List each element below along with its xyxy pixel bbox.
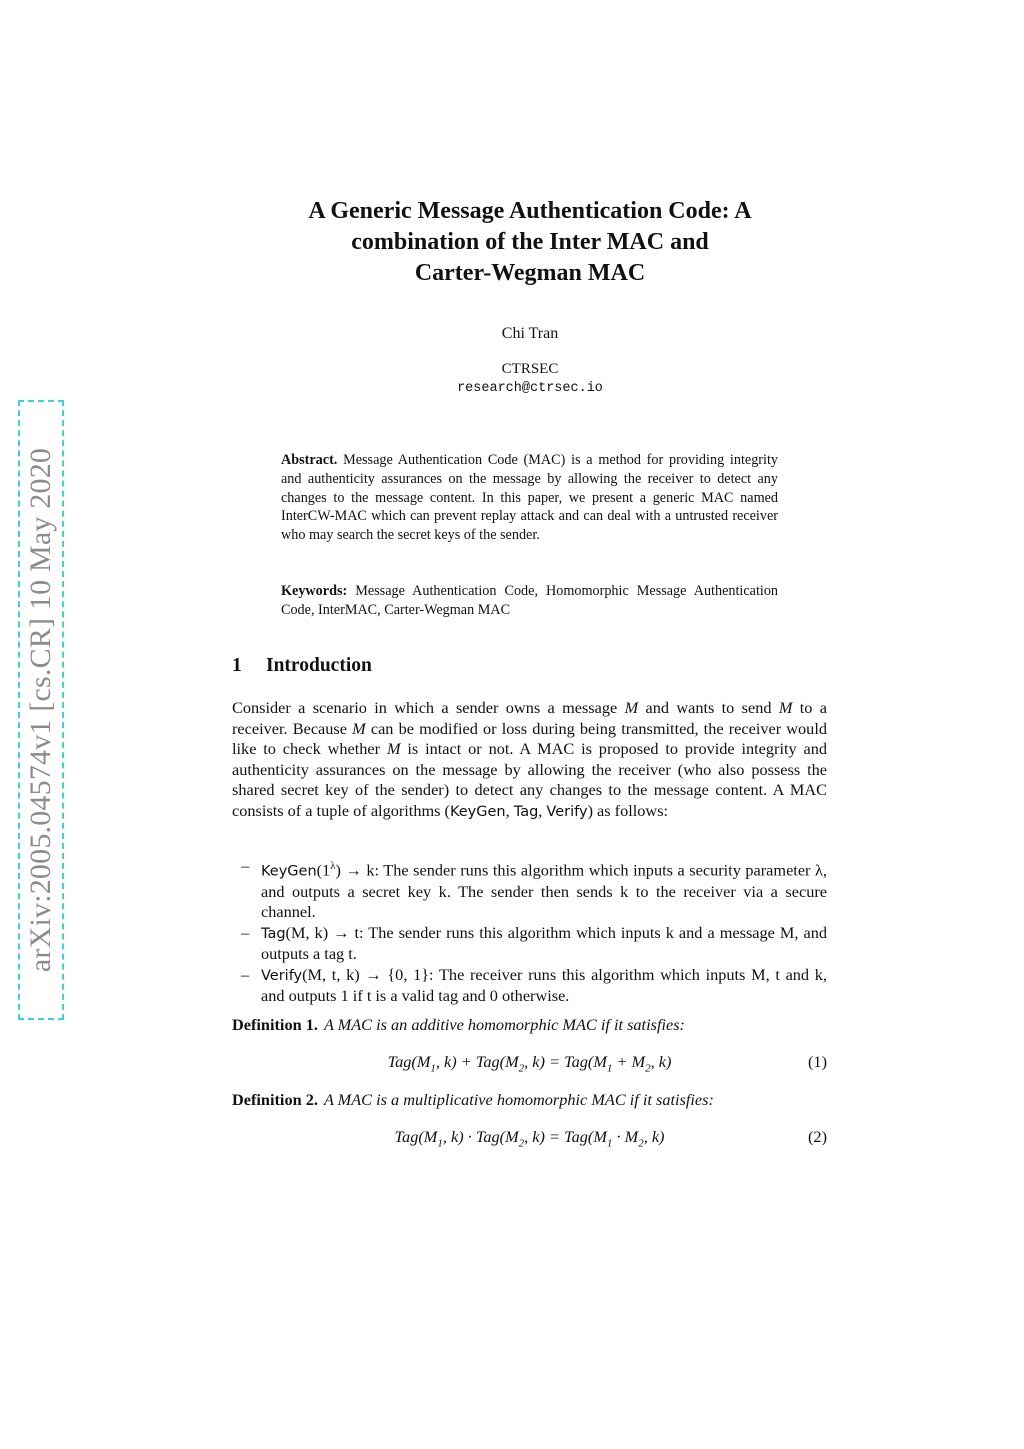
definition-label: Definition 1. — [232, 1015, 318, 1034]
list-dash: – — [241, 856, 250, 875]
text-run: , — [538, 800, 547, 820]
eq-part: , k) = Tag(M — [524, 1052, 607, 1071]
text-run: is intact or not. A MAC is proposed to provide integrity and authenticity assurances on the message by allowing the receiver (who also possess the shared secret key of the sender) to detect any changes to the message content. A MAC consists of a tuple of algorithms ( — [232, 739, 828, 820]
math-signature: (1 — [316, 860, 331, 880]
eq-sub: 1 — [606, 1137, 613, 1150]
algo-name: Verify — [261, 967, 303, 984]
keywords — [281, 582, 778, 620]
eq-sub: 2 — [518, 1137, 525, 1150]
math-signature: ) → k — [335, 860, 375, 880]
abstract — [281, 451, 778, 545]
title-line: Carter-Wegman MAC — [414, 260, 646, 286]
eq-sub: 2 — [645, 1062, 651, 1075]
section-heading — [232, 655, 372, 677]
math-symbol: M — [352, 718, 366, 738]
abstract-text: Message Authentication Code (MAC) is a method for providing integrity and authenticity assurances on the message by allowing the receiver to detect any changes to the message content. In this paper, we present a generic MAC named InterCW-MAC which can prevent replay attack and can deal with a untrusted receiver who may search the secret keys of the sender. — [281, 452, 778, 544]
text-run: and wants to send — [645, 698, 772, 717]
text-run: , — [505, 800, 514, 820]
arxiv-identifier: arXiv:2005.04574v1 [cs.CR] 10 May 2020 — [24, 447, 57, 973]
list-text: : The sender runs this algorithm which inputs a security parameter λ, and outputs a secret key k. The sender then sends k to the receiver via a secure channel. — [261, 860, 827, 922]
eq-sub: 1 — [606, 1062, 613, 1075]
algo-name: KeyGen — [449, 803, 506, 820]
list-text: : The sender runs this algorithm which inputs k and a message M, and outputs a tag t. — [261, 922, 827, 964]
eq-sub: 2 — [518, 1062, 525, 1075]
text-run: can be modified or loss during being transmitted, the receiver would like to check whether — [232, 718, 827, 758]
keywords-text: Message Authentication Code, Homomorphic Message Authentication Code, InterMAC, Carter-Wegman MAC — [281, 583, 779, 618]
text-run: Consider a scenario in which a sender owns a message — [232, 698, 618, 717]
title-line: combination of the Inter MAC and — [351, 229, 709, 255]
equation-body — [232, 1052, 827, 1074]
equation-number: (1) — [808, 1052, 827, 1071]
eq-part: , k) · Tag(M — [442, 1127, 519, 1146]
algo-name: Tag — [513, 803, 539, 820]
eq-part: Tag(M — [387, 1052, 431, 1071]
abstract-label: Abstract. — [281, 452, 338, 468]
author-affiliation: CTRSEC — [501, 361, 559, 377]
eq-sub: 2 — [638, 1137, 644, 1150]
equation-body — [232, 1127, 827, 1149]
eq-part: + M — [612, 1052, 646, 1071]
eq-part: , k) + Tag(M — [435, 1052, 519, 1071]
author-name: Chi Tran — [501, 325, 559, 342]
eq-part: , k) — [643, 1127, 665, 1146]
math-superscript: λ — [330, 860, 336, 872]
list-item — [232, 965, 827, 1007]
keywords-label: Keywords: — [281, 583, 348, 599]
section-title: Introduction — [266, 655, 372, 676]
algo-name: Verify — [546, 803, 588, 820]
math-symbol: M — [624, 698, 639, 717]
math-signature: (M, k) → t — [285, 922, 359, 942]
math-symbol: M — [778, 698, 793, 717]
algo-name: KeyGen — [261, 863, 317, 880]
list-dash: – — [241, 964, 250, 984]
eq-sub: 1 — [437, 1137, 443, 1150]
algorithm-list — [232, 856, 827, 1007]
title-line: A Generic Message Authentication Code: A — [308, 198, 752, 224]
algo-name: Tag — [261, 925, 286, 942]
paper-title — [230, 196, 830, 289]
list-text: : The receiver runs this algorithm which inputs M, t and k, and outputs 1 if t is a valid tag and 0 otherwise. — [261, 964, 827, 1006]
definition-2 — [232, 1090, 714, 1111]
math-signature: (M, t, k) → {0, 1} — [302, 964, 430, 984]
list-dash: – — [241, 922, 250, 942]
definition-text: A MAC is a multiplicative homomorphic MAC if it satisfies: — [323, 1090, 714, 1109]
eq-part: , k) — [650, 1052, 672, 1071]
definition-text: A MAC is an additive homomorphic MAC if it satisfies: — [323, 1015, 685, 1034]
text-run: ) as follows: — [587, 800, 669, 820]
eq-part: · M — [612, 1127, 639, 1146]
math-symbol: M — [386, 739, 401, 758]
equation-number: (2) — [808, 1127, 827, 1146]
intro-paragraph — [232, 698, 827, 822]
text-run: to a receiver. Because — [232, 698, 827, 738]
definition-label: Definition 2. — [232, 1090, 318, 1109]
eq-sub: 1 — [430, 1062, 436, 1075]
eq-part: , k) = Tag(M — [524, 1127, 607, 1146]
eq-part: Tag(M — [394, 1127, 438, 1146]
section-number: 1 — [232, 655, 242, 676]
definition-1 — [232, 1015, 685, 1036]
list-item — [232, 923, 827, 965]
author-email: research@ctrsec.io — [457, 381, 603, 396]
list-item — [232, 856, 827, 923]
